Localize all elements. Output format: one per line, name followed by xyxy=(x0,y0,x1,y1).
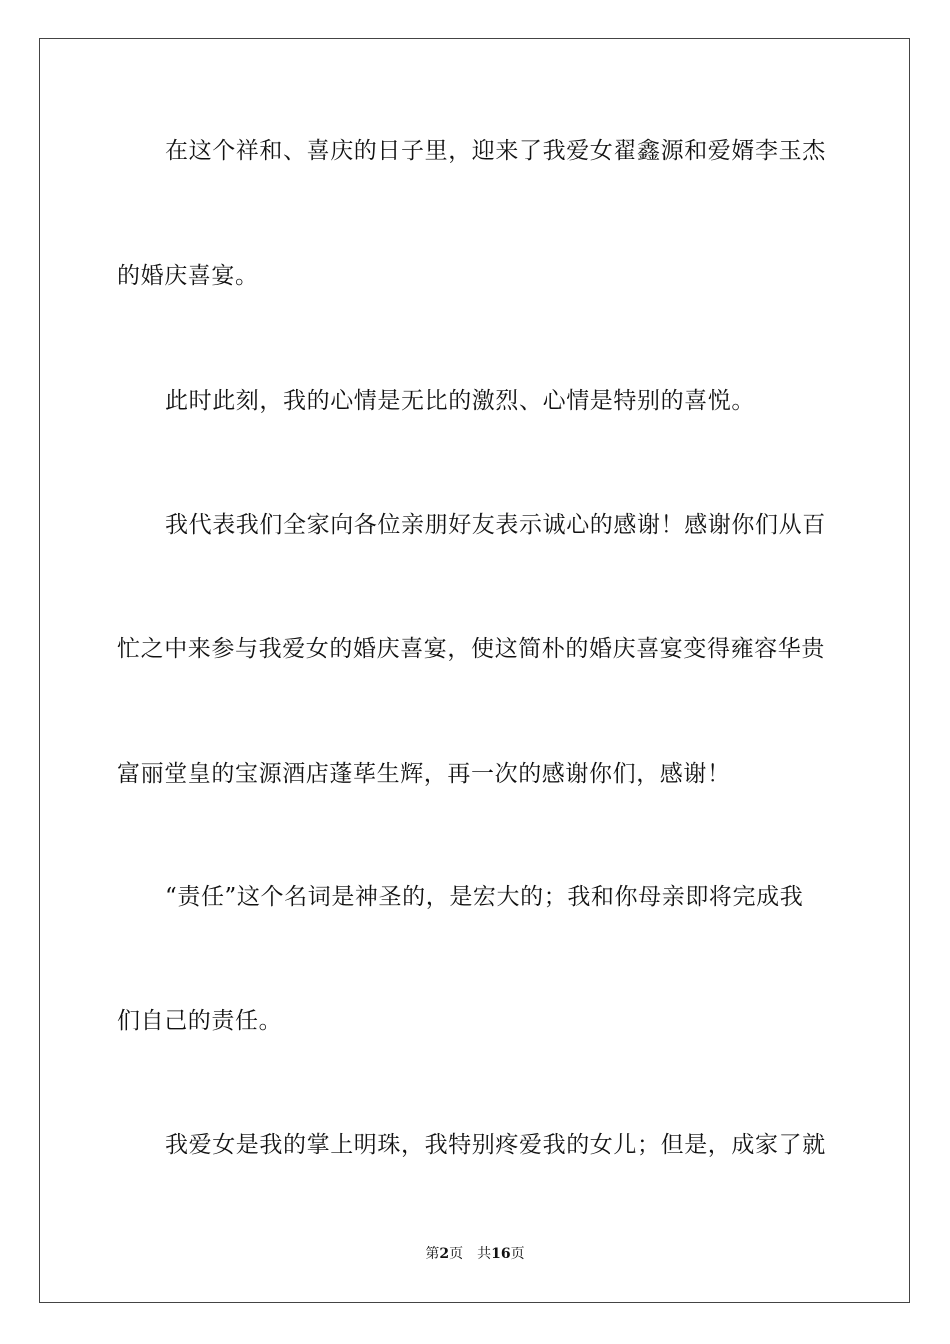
page-border xyxy=(39,38,910,1303)
paragraph-5-line-1: 我爱女是我的掌上明珠，我特别疼爱我的女儿；但是，成家了就 xyxy=(165,1132,826,1158)
paragraph-4-line-1: “责任”这个名词是神圣的，是宏大的；我和你母亲即将完成我 xyxy=(165,884,804,910)
paragraph-1-line-2: 的婚庆喜宴。 xyxy=(117,263,259,289)
page-label-prefix: 第 xyxy=(425,1246,440,1262)
page-footer xyxy=(0,1245,950,1263)
paragraph-3-line-3: 富丽堂皇的宝源酒店蓬荜生辉，再一次的感谢你们，感谢！ xyxy=(117,761,731,787)
page-number: 2 xyxy=(439,1246,450,1262)
paragraph-4-line-2: 们自己的责任。 xyxy=(117,1008,283,1034)
paragraph-3-line-1: 我代表我们全家向各位亲朋好友表示诚心的感谢！感谢你们从百 xyxy=(165,512,826,538)
total-pages: 16 xyxy=(491,1246,511,1262)
paragraph-3-line-2: 忙之中来参与我爱女的婚庆喜宴，使这简朴的婚庆喜宴变得雍容华贵 xyxy=(117,636,825,662)
total-label-suffix: 页 xyxy=(510,1246,525,1262)
page-label-suffix: 页 xyxy=(449,1246,464,1262)
paragraph-2-line-1: 此时此刻，我的心情是无比的激烈、心情是特别的喜悦。 xyxy=(165,388,755,414)
total-label-prefix: 共 xyxy=(477,1246,492,1262)
paragraph-1-line-1: 在这个祥和、喜庆的日子里，迎来了我爱女翟鑫源和爱婿李玉杰 xyxy=(165,138,826,164)
